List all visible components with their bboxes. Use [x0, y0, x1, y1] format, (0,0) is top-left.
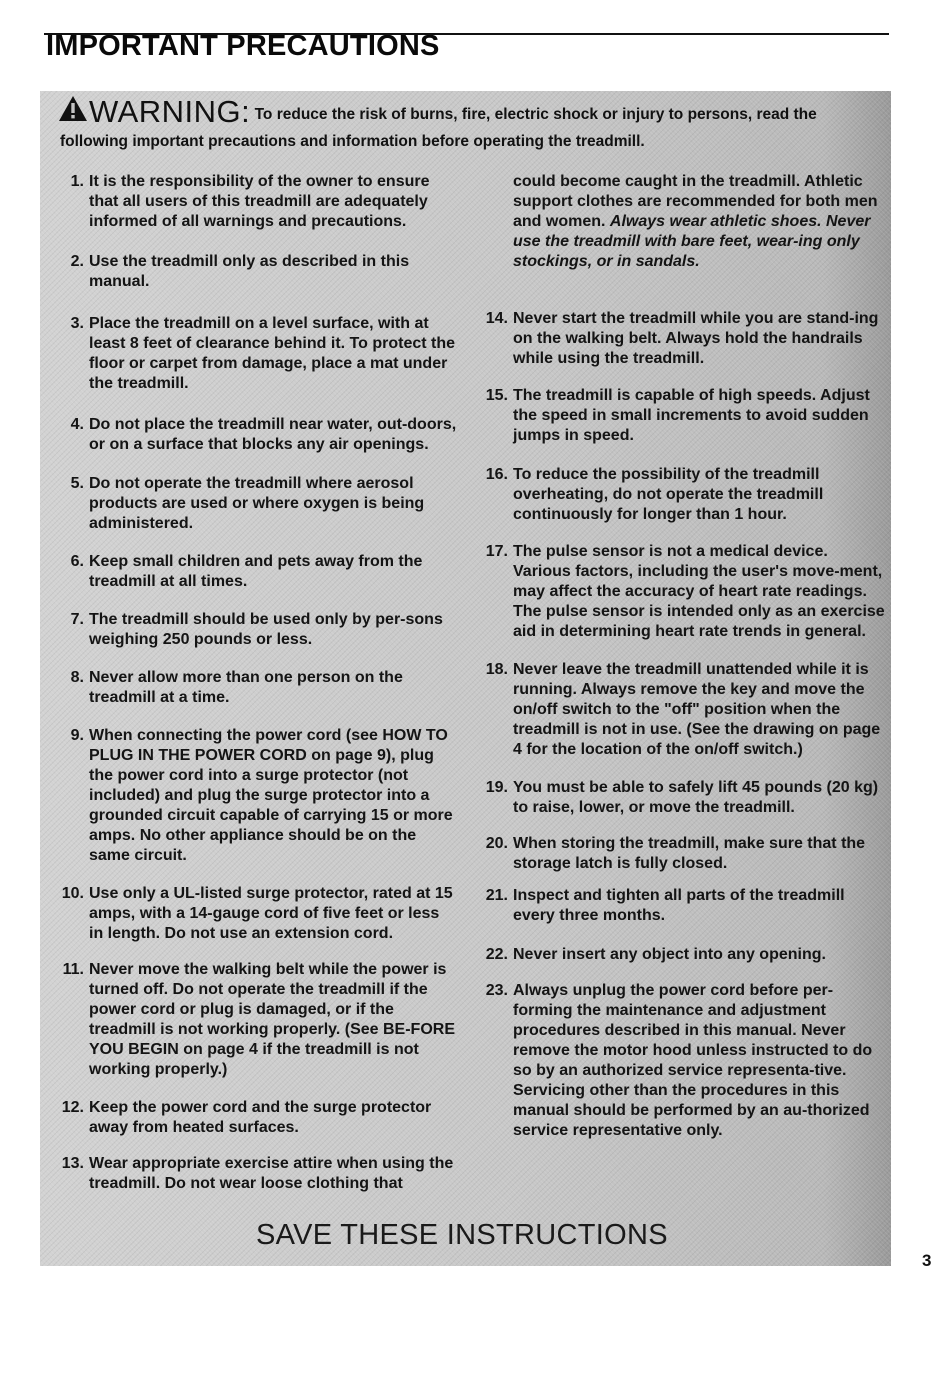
item-number: 7. [70, 611, 84, 628]
item-number: 18. [485, 661, 508, 678]
item-number: 2. [70, 253, 84, 270]
item-number: 15. [485, 387, 508, 404]
precaution-item [52, 1154, 457, 1194]
item-text: Never move the walking belt while the power is turned off. Do not operate the treadmill if the power cord or plug is damaged, or if the treadmill is not working properly. (See BE-FORE YOU BEGIN on page 4 if the treadmill is not working properly.) [89, 961, 455, 1078]
precaution-item [476, 542, 888, 642]
precaution-item [476, 981, 888, 1141]
page-title: IMPORTANT PRECAUTIONS [46, 30, 440, 62]
precaution-item [52, 252, 457, 292]
item-number: 5. [70, 475, 84, 492]
item-text: When storing the treadmill, make sure that the storage latch is fully closed. [513, 835, 866, 872]
precaution-item [476, 660, 888, 760]
precaution-item [52, 415, 457, 455]
title-rule [44, 33, 889, 35]
precaution-item [52, 552, 457, 592]
precaution-item [52, 172, 457, 232]
item-number: 3. [70, 315, 84, 332]
page-number: 3 [922, 1251, 932, 1270]
item-text: The treadmill is capable of high speeds. Adjust the speed in small increments to avoid sudden jumps in speed. [513, 387, 870, 444]
item-text: To reduce the possibility of the treadmill overheating, do not operate the treadmill continuously for longer than 1 hour. [513, 466, 824, 523]
precaution-item [476, 465, 888, 525]
item-text: Always unplug the power cord before per-forming the maintenance and adjustment procedures described in this manual. Never remove the motor hood unless instructed to do so by an authorized service representa-tive. Servicing other than the procedures in this manual should be performed by an au-thorized service representative only. [513, 982, 873, 1139]
save-instructions-heading: SAVE THESE INSTRUCTIONS [256, 1219, 668, 1251]
item-text: The pulse sensor is not a medical device. Various factors, including the user's move-ment, may affect the accuracy of heart rate readings. The pulse sensor is intended only as an exercise aid in determining heart rate trends in general. [513, 543, 885, 640]
precaution-item [52, 610, 457, 650]
item-text: Never insert any object into any opening. [513, 946, 826, 963]
warning-triangle-icon [58, 95, 88, 122]
item-number: 23. [485, 982, 508, 999]
item-number: 21. [485, 887, 508, 904]
item-text-italic: Always wear athletic shoes. Never use the treadmill with bare feet, wear-ing only stockings, or in sandals. [513, 213, 871, 270]
item-text: Inspect and tighten all parts of the treadmill every three months. [513, 887, 845, 924]
item-text: Do not operate the treadmill where aerosol products are used or where oxygen is being administered. [89, 475, 425, 532]
item-number: 8. [70, 669, 84, 686]
item-text: could become caught in the treadmill. Athletic support clothes are recommended for both men and women. [513, 173, 878, 230]
item-number: 17. [485, 543, 508, 560]
item-number: 6. [70, 553, 84, 570]
item-text: Keep the power cord and the surge protector away from heated surfaces. [89, 1099, 432, 1136]
item-text: Use the treadmill only as described in this manual. [89, 253, 410, 290]
item-text: Never start the treadmill while you are stand-ing on the walking belt. Always hold the handrails while using the treadmill. [513, 310, 879, 367]
item-text: Wear appropriate exercise attire when using the treadmill. Do not wear loose clothing that [89, 1155, 454, 1192]
precaution-item [476, 778, 888, 818]
item-number: 11. [62, 961, 84, 978]
item-number: 16. [485, 466, 508, 483]
item-text: Use only a UL-listed surge protector, rated at 15 amps, with a 14-gauge cord of five feet or less in length. Do not use an extension cord. [89, 885, 453, 942]
item-text: Never allow more than one person on the treadmill at a time. [89, 669, 403, 706]
warning-heading [58, 94, 878, 130]
precaution-item [476, 945, 888, 965]
warning-text-line1: To reduce the risk of burns, fire, electric shock or injury to persons, read the [254, 106, 817, 123]
item-number: 12. [61, 1099, 84, 1116]
precautions-right-column [476, 172, 888, 1141]
precaution-item [476, 386, 888, 446]
precaution-item [476, 886, 888, 926]
item-text: Keep small children and pets away from the treadmill at all times. [89, 553, 423, 590]
precaution-item [52, 474, 457, 534]
precaution-item-continued [476, 172, 888, 272]
item-text: You must be able to safely lift 45 pounds (20 kg) to raise, lower, or move the treadmill. [513, 779, 879, 816]
item-text: Never leave the treadmill unattended while it is running. Always remove the key and move the on/off switch to the "off" position when the treadmill is not in use. (See the drawing on page 4 for the location of the on/off switch.) [513, 661, 881, 758]
warning-word: WARNING: [89, 94, 251, 129]
item-number: 1. [70, 173, 84, 190]
precaution-item [52, 314, 457, 394]
item-text: The treadmill should be used only by per-sons weighing 250 pounds or less. [89, 611, 443, 648]
item-number: 22. [485, 946, 508, 963]
item-number: 13. [61, 1155, 84, 1172]
item-text: It is the responsibility of the owner to ensure that all users of this treadmill are adequately informed of all warnings and precautions. [89, 173, 430, 230]
precaution-item [52, 668, 457, 708]
precaution-item [52, 726, 457, 866]
item-number: 4. [70, 416, 84, 433]
item-number: 19. [485, 779, 508, 796]
precaution-item [476, 309, 888, 369]
item-number: 20. [485, 835, 508, 852]
precaution-item [52, 1098, 457, 1138]
precaution-item [52, 960, 457, 1080]
warning-text-line2: following important precautions and information before operating the treadmill. [60, 133, 645, 150]
precaution-item [52, 884, 457, 944]
precautions-left-column [52, 172, 457, 1194]
item-number: 14. [485, 310, 508, 327]
item-number: 10. [61, 885, 84, 902]
item-text: When connecting the power cord (see HOW TO PLUG IN THE POWER CORD on page 9), plug the power cord into a surge protector (not included) and plug the surge protector into a grounded circuit capable of carrying 15 or more amps. No other appliance should be on the same circuit. [89, 727, 453, 864]
item-number: 9. [70, 727, 84, 744]
item-text: Do not place the treadmill near water, out-doors, or on a surface that blocks any air openings. [89, 416, 457, 453]
item-text: Place the treadmill on a level surface, with at least 8 feet of clearance behind it. To protect the floor or carpet from damage, place a mat under the treadmill. [89, 315, 456, 392]
precaution-item [476, 834, 888, 874]
